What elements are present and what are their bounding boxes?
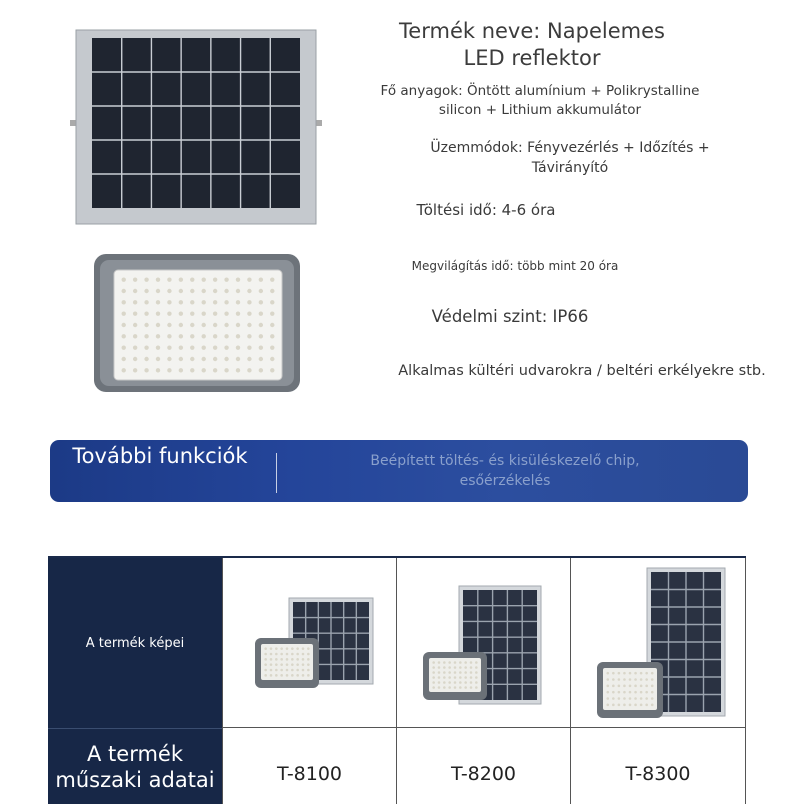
features-label: További funkciók — [72, 444, 248, 468]
protection-level-text: Védelmi szint: IP66 — [431, 307, 589, 326]
led-floodlight-icon — [92, 252, 302, 394]
features-text: Beépített töltés- és kisüléskezelő chip, esőérzékelés — [370, 453, 640, 489]
solar-kit-icon — [571, 558, 747, 728]
floodlight-image — [92, 252, 302, 394]
specs-header: A termék műszaki adatai — [48, 728, 222, 804]
materials-text: Fő anyagok: Öntött alumínium + Polikrystalline silicon + Lithium akkumulátor — [380, 83, 700, 118]
model-name: T-8300 — [570, 728, 746, 804]
suitable-use-text: Alkalmas kültéri udvarokra / beltéri erkélyekre stb. — [398, 363, 766, 379]
solar-panel-icon — [70, 28, 322, 226]
solar-panel-image — [70, 28, 322, 226]
lighting-time-text: Megvilágítás idő: több mint 20 óra — [411, 259, 619, 273]
models-table — [48, 556, 746, 802]
model-image-t8300 — [570, 558, 746, 728]
model-image-t8200 — [396, 558, 570, 728]
solar-kit-icon — [223, 558, 397, 728]
solar-kit-icon — [397, 558, 571, 728]
product-title: Termék neve: Napelemes LED reflektor — [399, 19, 665, 70]
model-image-t8100 — [222, 558, 396, 728]
features-divider — [276, 453, 277, 493]
images-header: A termék képei — [48, 558, 222, 728]
modes-text: Üzemmódok: Fényvezérlés + Időzítés + Távirányító — [430, 140, 710, 176]
model-name: T-8100 — [222, 728, 396, 804]
charge-time-text: Töltési idő: 4-6 óra — [416, 201, 556, 219]
model-name: T-8200 — [396, 728, 570, 804]
